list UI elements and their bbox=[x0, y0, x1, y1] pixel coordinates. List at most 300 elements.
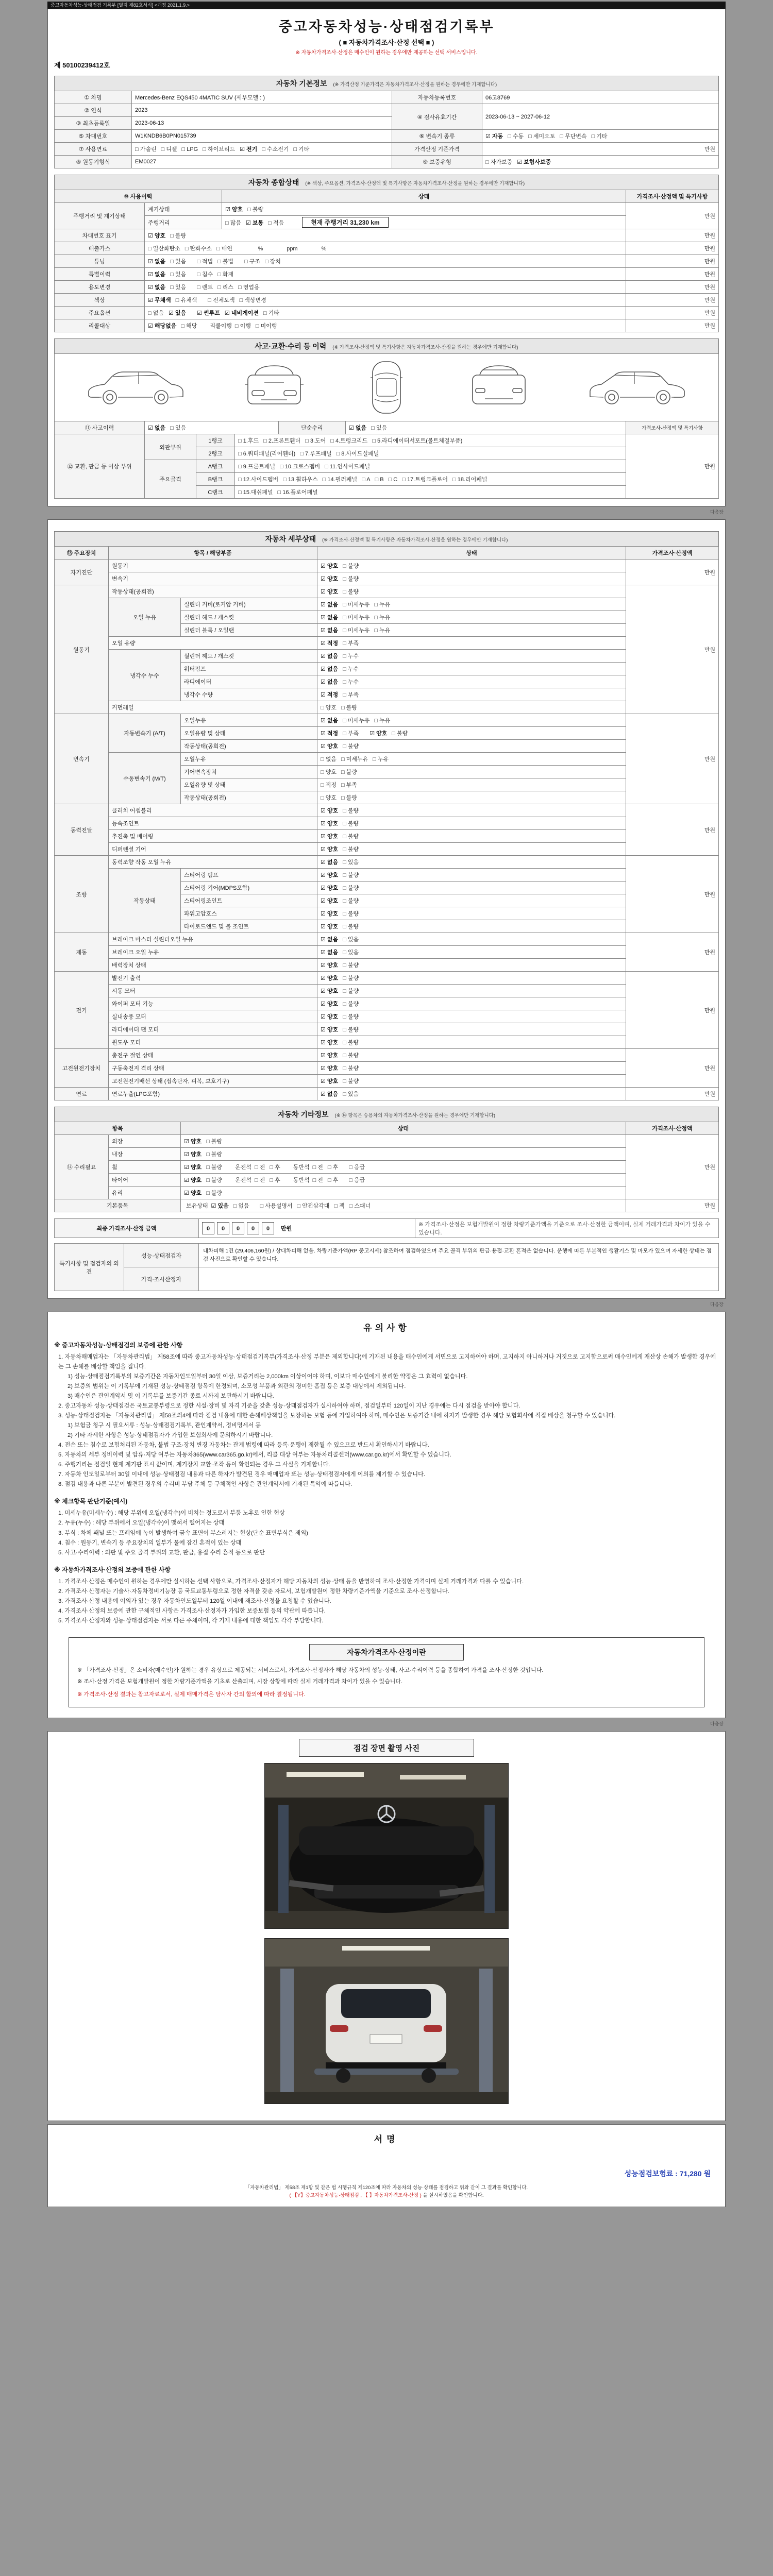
notice-line: 5. 가격조사·산정자와 성능·상태점검자는 서로 다른 주체이며, 각 기재 내용에 대한 책임도 각각 부담합니다. bbox=[58, 1617, 324, 1624]
checkbox-option[interactable]: □ 많음 bbox=[225, 220, 241, 226]
notice-line: 2) 보증의 범위는 이 기록부에 기재된 성능·상태점검 항목에 한정되며, 소모성 부품과 외관의 경미한 흠집 등은 보증 대상에서 제외됩니다. bbox=[68, 1383, 406, 1390]
notice-line: 1) 성능·상태점검기록부의 보증기간은 자동차인도일부터 30일 이상, 보증거리는 2,000km 이상이어야 하며, 이보다 매수인에게 불리한 약정은 그 효력이 없습니다. bbox=[68, 1374, 468, 1380]
checkbox-option[interactable]: ☑ 양호 bbox=[321, 1027, 339, 1033]
checkbox-option[interactable]: □ 불량 bbox=[343, 962, 359, 969]
checkbox-option[interactable]: ☑ 전기 bbox=[240, 146, 258, 152]
checkbox-option[interactable]: □ 무단변속 bbox=[560, 133, 587, 140]
checkbox-option[interactable]: □ 없음 bbox=[148, 310, 164, 316]
checkbox-option[interactable]: □ 전 bbox=[255, 1177, 265, 1183]
detail-state-cell bbox=[317, 688, 626, 701]
summary-row bbox=[55, 255, 719, 268]
checkbox-option[interactable]: □ 있음 bbox=[343, 937, 359, 943]
checkbox-option[interactable]: ☑ 적정 bbox=[321, 692, 339, 698]
checkbox-option[interactable]: □ 장치 bbox=[264, 259, 281, 265]
detail-state-cell bbox=[317, 675, 626, 688]
checkbox-option[interactable]: □ 불량 bbox=[343, 846, 359, 853]
checkbox-option[interactable]: □ 불량 bbox=[343, 743, 359, 750]
detail-item-label: 오일유량 및 상태 bbox=[181, 727, 317, 740]
checkbox-option[interactable]: ☑ 양호 bbox=[321, 1065, 339, 1072]
price-cell: 만원 bbox=[626, 268, 719, 281]
checkbox-option[interactable]: □ 색상변경 bbox=[239, 297, 266, 303]
usage-state-cell bbox=[145, 242, 626, 255]
checkbox-option[interactable]: □ 불량 bbox=[392, 731, 408, 737]
checkbox-option[interactable]: ☑ 양호 bbox=[321, 1040, 339, 1046]
checkbox-option[interactable]: □ 불량 bbox=[170, 233, 187, 239]
checkbox-option[interactable]: □ 불량 bbox=[343, 911, 359, 917]
checkbox-option[interactable]: □ 부족 bbox=[343, 640, 359, 647]
detail-state-cell bbox=[317, 585, 626, 598]
checkbox-option[interactable]: □ 있음 bbox=[343, 950, 359, 956]
checkbox-option[interactable]: □ 양호 bbox=[321, 795, 337, 801]
detail-item-label: 냉각수 수량 bbox=[181, 688, 317, 701]
checkbox-option[interactable]: ☑ 양호 bbox=[321, 834, 339, 840]
checkbox-option[interactable]: □ B bbox=[375, 477, 384, 483]
checkbox-option[interactable]: ☑ 없음 bbox=[321, 950, 339, 956]
checkbox-option[interactable]: □ 15.대쉬패널 bbox=[238, 489, 273, 496]
detail-row bbox=[55, 817, 719, 830]
detail-state-cell bbox=[317, 869, 626, 882]
checkbox-option[interactable]: □ 14.필러패널 bbox=[322, 477, 358, 483]
checkbox-option[interactable]: ☑ 없음 bbox=[321, 628, 339, 634]
checkbox-option[interactable]: □ 7.루프패널 bbox=[300, 451, 332, 457]
checkbox-option[interactable]: □ 8.사이드실패널 bbox=[336, 451, 379, 457]
checkbox-option[interactable]: □ 이행 bbox=[234, 323, 251, 329]
checkbox-option[interactable]: ☑ 썬루프 bbox=[197, 310, 220, 316]
detail-state-cell bbox=[317, 572, 626, 585]
checkbox-option[interactable]: ☑ 없음 bbox=[349, 425, 367, 431]
checkbox-option[interactable]: □ 스패너 bbox=[349, 1203, 371, 1209]
detail-item-label: 등속조인트 bbox=[109, 817, 317, 830]
checkbox-option[interactable]: ☑ 양호 bbox=[321, 962, 339, 969]
checkbox-option[interactable]: □ 불량 bbox=[247, 207, 264, 213]
checkbox-option[interactable]: □ 해당 bbox=[181, 323, 197, 329]
detail-item-label: 연료누출(LPG포함) bbox=[109, 1088, 317, 1100]
checkbox-option[interactable]: □ C bbox=[388, 477, 398, 483]
checkbox-option[interactable]: ☑ 없음 bbox=[321, 653, 339, 659]
checkbox-option[interactable]: □ 후 bbox=[327, 1164, 339, 1171]
section-other-title-text: 자동차 기타정보 bbox=[277, 1110, 329, 1118]
checkbox-option[interactable]: □ 영업용 bbox=[238, 284, 260, 291]
checkbox-option[interactable]: □ 자가보증 bbox=[485, 159, 513, 165]
final-price-unit: 만원 bbox=[281, 1226, 292, 1232]
checkbox-option[interactable]: □ 불량 bbox=[343, 1027, 359, 1033]
checkbox-option[interactable]: □ 후 bbox=[327, 1177, 339, 1183]
checkbox-option[interactable]: □ 잭 bbox=[334, 1203, 345, 1209]
detail-row bbox=[55, 1075, 719, 1088]
checkbox-option[interactable]: □ 불량 bbox=[343, 885, 359, 891]
detail-header-row bbox=[55, 547, 719, 560]
checkbox-option[interactable]: □ 구조 bbox=[244, 259, 260, 265]
definition-box-line: ※ 「가격조사·산정」은 소비자(매수인)가 원하는 경우 유상으로 제공되는 서비스로서, 가격조사·산정자가 해당 자동차의 성능·상태, 사고·수리이력 등을 종합하여 가격을 조사·산정한 것입니다. bbox=[77, 1667, 544, 1673]
checkbox-option[interactable]: ☑ 양호 bbox=[321, 885, 339, 891]
checkbox-option[interactable]: □ 리스 bbox=[217, 284, 234, 291]
device-group-label: 전기 bbox=[55, 972, 109, 1049]
signature-space bbox=[54, 2145, 719, 2168]
detail-row bbox=[55, 560, 719, 572]
checkbox-option[interactable]: □ 양호 bbox=[321, 769, 337, 775]
detail-state-cell bbox=[317, 1049, 626, 1062]
checkbox-option[interactable]: □ 양호 bbox=[321, 705, 337, 711]
model-value: Mercedes-Benz EQS450 4MATIC SUV (세부모델 : ) bbox=[132, 91, 392, 104]
checkbox-option[interactable]: □ 디젤 bbox=[161, 146, 177, 152]
checkbox-option[interactable]: □ 누수 bbox=[343, 679, 359, 685]
checkbox-option[interactable]: □ 있음 bbox=[343, 859, 359, 866]
device-subgroup-label: 자동변속기 (A/T) bbox=[109, 714, 181, 753]
checkbox-option[interactable]: ☑ 없음 bbox=[148, 284, 166, 291]
checkbox-option[interactable]: □ 부족 bbox=[341, 782, 357, 788]
checkbox-option[interactable]: □ 불량 bbox=[343, 1065, 359, 1072]
checkbox-option[interactable]: □ 일산화탄소 bbox=[148, 246, 180, 252]
page-subnote: ※ 자동차가격조사·산정은 매수인이 원하는 경우에만 제공하는 선택 서비스입니다. bbox=[295, 50, 478, 56]
detail-col-item: 항목 / 해당부품 bbox=[109, 547, 317, 560]
checkbox-option[interactable]: □ 불량 bbox=[343, 975, 359, 981]
base-price-value: 만원 bbox=[482, 143, 719, 156]
checkbox-option[interactable]: □ 가솔린 bbox=[135, 146, 157, 152]
device-subgroup-label: 작동상태 bbox=[109, 869, 181, 933]
detail-row bbox=[55, 585, 719, 598]
detail-state-cell bbox=[317, 791, 626, 804]
checkbox-option[interactable]: ☑ 양호 bbox=[184, 1139, 202, 1145]
section-basic-subtitle: (※ 가격산정 기준가격은 자동차가격조사·산정을 원하는 경우에만 기재합니다) bbox=[333, 82, 497, 88]
checkbox-option[interactable]: ☑ 없음 bbox=[148, 425, 166, 431]
price-survey-definition-red-note: ※ 가격조사·산정 결과는 참고자료로서, 실제 매매가격은 당사자 간의 합의에 따라 결정됩니다. bbox=[77, 1691, 306, 1698]
checkbox-option[interactable]: □ 미세누유 bbox=[343, 628, 370, 634]
checkbox-option[interactable]: □ 불량 bbox=[206, 1139, 223, 1145]
checkbox-option[interactable]: □ 있음 bbox=[170, 284, 187, 291]
basic-items-row bbox=[55, 1199, 719, 1212]
accident-history-table bbox=[54, 421, 719, 434]
detail-state-cell bbox=[317, 740, 626, 753]
checkbox-option[interactable]: ☑ 있음 bbox=[168, 310, 187, 316]
photo-rear-scene bbox=[265, 1939, 508, 2104]
next-page-mark-1: 다음장 bbox=[710, 510, 724, 515]
checkbox-option[interactable]: ☑ 양호 bbox=[321, 1053, 339, 1059]
detail-item-label: 스티어링 기어(MDPS포함) bbox=[181, 882, 317, 894]
checkbox-option[interactable]: ☑ 없음 bbox=[321, 679, 339, 685]
checkbox-option[interactable]: □ 10.크로스멤버 bbox=[280, 464, 321, 470]
checkbox-option[interactable]: ☑ 양호 bbox=[148, 233, 166, 239]
checkbox-option[interactable]: □ 유채색 bbox=[175, 297, 197, 303]
checkbox-option[interactable]: □ 하이브리드 bbox=[203, 146, 236, 152]
checkbox-option[interactable]: ☑ 양호 bbox=[321, 589, 339, 595]
checkbox-option[interactable]: □ 탄화수소 bbox=[184, 246, 212, 252]
warranty-type-label: ⑨ 보증유형 bbox=[392, 156, 482, 168]
plate-label: 자동차등록번호 bbox=[392, 91, 482, 104]
checkbox-option[interactable]: □ 6.쿼터패널(리어휀더) bbox=[238, 451, 296, 457]
checkbox-option[interactable]: ☑ 네비게이션 bbox=[224, 310, 259, 316]
photo-section-title: 점검 장면 촬영 사진 bbox=[299, 1739, 474, 1757]
checkbox-option[interactable]: □ 불량 bbox=[343, 1040, 359, 1046]
checkbox-option[interactable]: ☑ 양호 bbox=[321, 846, 339, 853]
checkbox-option[interactable]: □ 없음 bbox=[321, 756, 337, 762]
car-side-left-diagram bbox=[82, 362, 190, 413]
checkbox-option[interactable]: □ 있음 bbox=[371, 425, 388, 431]
checkbox-option[interactable]: ☑ 없음 bbox=[148, 259, 166, 265]
checkbox-option[interactable]: ☑ 양호 bbox=[321, 808, 339, 814]
checkbox-option[interactable]: □ 불량 bbox=[343, 988, 359, 994]
summary-row bbox=[55, 268, 719, 281]
checkbox-option[interactable]: ☑ 양호 bbox=[184, 1151, 202, 1158]
checkbox-option[interactable]: □ 불량 bbox=[341, 795, 357, 801]
section-detail-title-text: 자동차 세부상태 bbox=[265, 535, 316, 543]
checkbox-option[interactable]: □ 세미오토 bbox=[528, 133, 556, 140]
checkbox-option[interactable]: ☑ 양호 bbox=[321, 911, 339, 917]
price-cell: 만원 bbox=[626, 1135, 719, 1199]
checkbox-option[interactable]: □ 불량 bbox=[206, 1164, 223, 1171]
checkbox-option[interactable]: ☑ 없음 bbox=[321, 937, 339, 943]
checkbox-option[interactable]: ☑ 양호 bbox=[321, 898, 339, 904]
detail-row bbox=[55, 637, 719, 650]
detail-state-cell bbox=[317, 753, 626, 766]
basic-row-year bbox=[55, 104, 719, 117]
checkbox-option[interactable]: □ 16.플로어패널 bbox=[277, 489, 318, 496]
detail-row bbox=[55, 946, 719, 959]
detail-row bbox=[55, 843, 719, 856]
panel-signature bbox=[47, 2124, 726, 2207]
checkbox-option[interactable]: ☑ 무채색 bbox=[148, 297, 171, 303]
checkbox-option[interactable]: ☑ 양호 bbox=[369, 731, 388, 737]
checkbox-option[interactable]: □ 17.트렁크플로어 bbox=[402, 477, 448, 483]
detail-state-cell bbox=[317, 611, 626, 624]
detail-state-cell bbox=[317, 985, 626, 997]
checkbox-option[interactable]: □ 불량 bbox=[341, 769, 357, 775]
checkbox-option[interactable]: □ 안전삼각대 bbox=[297, 1203, 330, 1209]
detail-state-cell bbox=[317, 843, 626, 856]
detail-item-label: 변속기 bbox=[109, 572, 317, 585]
checkbox-option[interactable]: □ 전체도색 bbox=[208, 297, 235, 303]
price-cell: 만원 bbox=[626, 434, 719, 499]
checkbox-option[interactable]: □ 기타 bbox=[263, 310, 279, 316]
checkbox-option[interactable]: ☑ 양호 bbox=[321, 576, 339, 582]
checkbox-option[interactable]: □ 불법 bbox=[217, 259, 234, 265]
checkbox-option[interactable]: ☑ 있음 bbox=[211, 1203, 229, 1209]
detail-item-label: 실린더 헤드 / 개스킷 bbox=[181, 650, 317, 663]
checkbox-option[interactable]: □ 적법 bbox=[197, 259, 213, 265]
checkbox-option[interactable]: □ 부족 bbox=[343, 692, 359, 698]
checkbox-option[interactable]: ☑ 양호 bbox=[321, 743, 339, 750]
checkbox-option[interactable]: □ 11.인사이드패널 bbox=[325, 464, 371, 470]
checkbox-option[interactable]: □ 불량 bbox=[343, 821, 359, 827]
checkbox-option[interactable]: □ A bbox=[362, 477, 371, 483]
detail-row bbox=[55, 1036, 719, 1049]
checkbox-option[interactable]: □ 침수 bbox=[197, 272, 213, 278]
checkbox-option[interactable]: □ 3.도어 bbox=[305, 438, 326, 444]
checkbox-option[interactable]: □ 5.라디에이터서포트(볼트체결부품) bbox=[372, 438, 463, 444]
checkbox-option[interactable]: □ 누유 bbox=[373, 756, 389, 762]
checkbox-option[interactable]: □ 누유 bbox=[374, 602, 391, 608]
checkbox-option[interactable]: ☑ 양호 bbox=[321, 988, 339, 994]
checkbox-option[interactable]: □ 미세누유 bbox=[341, 756, 368, 762]
checkbox-option[interactable]: □ 렌트 bbox=[197, 284, 213, 291]
price-cell: 만원 bbox=[626, 714, 719, 804]
checkbox-option[interactable]: ☑ 양호 bbox=[321, 1014, 339, 1020]
checkbox-option[interactable]: ☑ 없음 bbox=[321, 859, 339, 866]
price-digit-box: 0 bbox=[262, 1222, 274, 1234]
checkbox-option[interactable]: □ 미이행 bbox=[255, 323, 277, 329]
detail-row bbox=[55, 1010, 719, 1023]
checkbox-option[interactable]: □ 12.사이드멤버 bbox=[238, 477, 279, 483]
checkbox-option[interactable]: □ 전 bbox=[312, 1177, 323, 1183]
checkbox-option[interactable]: ☑ 양호 bbox=[321, 872, 339, 878]
checkbox-option[interactable]: □ 불량 bbox=[343, 1014, 359, 1020]
checkbox-option[interactable]: ☑ 양호 bbox=[321, 1078, 339, 1084]
base-price-label: 가격산정 기준가격 bbox=[392, 143, 482, 156]
checkbox-option[interactable]: □ 기타 bbox=[293, 146, 310, 152]
checkbox-option[interactable]: □ 불량 bbox=[206, 1151, 223, 1158]
checkbox-option[interactable]: □ 불량 bbox=[343, 1053, 359, 1059]
year-value: 2023 bbox=[132, 104, 392, 117]
checkbox-option[interactable]: □ 부족 bbox=[343, 731, 359, 737]
price-digit-box: 0 bbox=[202, 1222, 214, 1234]
checkbox-option[interactable]: □ 있음 bbox=[170, 425, 187, 431]
checkbox-option[interactable]: □ 없음 bbox=[233, 1203, 249, 1209]
checkbox-option[interactable]: ☑ 없음 bbox=[321, 615, 339, 621]
checkbox-option[interactable]: □ 있음 bbox=[343, 1091, 359, 1097]
checkbox-option[interactable]: ☑ 없음 bbox=[148, 272, 166, 278]
detail-state-cell bbox=[317, 778, 626, 791]
other-info-table bbox=[54, 1122, 719, 1212]
price-cell: 만원 bbox=[626, 255, 719, 268]
section-summary-title-text: 자동차 종합상태 bbox=[248, 178, 299, 187]
checkbox-option[interactable]: ☑ 없음 bbox=[321, 602, 339, 608]
inspection-photo-underbody bbox=[264, 1763, 509, 1929]
accident-history-row bbox=[55, 421, 719, 434]
checkbox-option[interactable]: □ 화재 bbox=[217, 272, 234, 278]
detail-state-cell bbox=[317, 766, 626, 778]
other-item-label: 외장 bbox=[109, 1135, 181, 1148]
checkbox-option[interactable]: □ 2.프론트휀더 bbox=[263, 438, 301, 444]
checkbox-option[interactable]: □ 수소전기 bbox=[262, 146, 289, 152]
checkbox-option[interactable]: □ 누유 bbox=[374, 615, 391, 621]
checkbox-option[interactable]: □ 누유 bbox=[374, 628, 391, 634]
checkbox-option[interactable]: ☑ 양호 bbox=[321, 563, 339, 569]
checkbox-option[interactable]: □ 불량 bbox=[343, 898, 359, 904]
checkbox-option[interactable]: □ 미세누유 bbox=[343, 602, 370, 608]
checkbox-option[interactable]: ☑ 양호 bbox=[321, 924, 339, 930]
checkbox-option[interactable]: □ 불량 bbox=[206, 1190, 223, 1196]
checkbox-option[interactable]: ☑ 자동 bbox=[485, 133, 503, 140]
summary-row bbox=[55, 294, 719, 307]
notice-line: 1) 보험금 청구 시 필요서류 : 성능·상태점검기록부, 관인계약서, 정비명세서 등 bbox=[68, 1422, 261, 1429]
checkbox-option[interactable]: □ 불량 bbox=[343, 924, 359, 930]
detail-state-cell bbox=[317, 1010, 626, 1023]
checkbox-option[interactable]: □ 적음 bbox=[268, 220, 284, 226]
checkbox-option[interactable]: □ 불량 bbox=[341, 705, 357, 711]
section-summary-subtitle: (※ 색상, 주요옵션, 가격조사·산정액 및 특기사항은 자동차가격조사·산정을 원하는 경우에만 기재합니다) bbox=[305, 181, 525, 187]
checkbox-option[interactable]: ☑ 적정 bbox=[321, 640, 339, 647]
checkbox-option[interactable]: ☑ 양호 bbox=[321, 975, 339, 981]
checkbox-option[interactable]: □ 불량 bbox=[343, 589, 359, 595]
checkbox-option[interactable]: □ 누수 bbox=[343, 653, 359, 659]
checkbox-option[interactable]: □ 매연 bbox=[216, 246, 233, 252]
checkbox-option[interactable]: ☑ 보험사보증 bbox=[517, 159, 551, 165]
checkbox-option[interactable]: □ 불량 bbox=[343, 563, 359, 569]
checkbox-option[interactable]: ☑ 양호 bbox=[225, 207, 243, 213]
device-subgroup-label: 오일 누유 bbox=[109, 598, 181, 637]
current-mileage-box: 현재 주행거리 31,230 km bbox=[302, 217, 389, 228]
other-state-cell bbox=[181, 1135, 626, 1148]
fee-value: 71,280 원 bbox=[679, 2169, 711, 2178]
usage-item-label: 리콜대상 bbox=[55, 319, 145, 332]
checkbox-option[interactable]: ☑ 적정 bbox=[321, 731, 339, 737]
checkbox-option[interactable]: □ 불량 bbox=[343, 834, 359, 840]
checkbox-option[interactable]: □ 불량 bbox=[343, 1001, 359, 1007]
checkbox-option[interactable]: □ 미세누유 bbox=[343, 718, 370, 724]
checkbox-option[interactable]: ☑ 없음 bbox=[321, 718, 339, 724]
checkbox-option[interactable]: □ 불량 bbox=[343, 808, 359, 814]
checkbox-option[interactable]: ☑ 양호 bbox=[184, 1177, 202, 1183]
usage-state-cell bbox=[145, 307, 626, 319]
checkbox-option[interactable]: □ 수동 bbox=[508, 133, 524, 140]
checkbox-option[interactable]: ☑ 보통 bbox=[245, 220, 264, 226]
first-registration-value: 2023-06-13 bbox=[132, 117, 392, 130]
detail-state-cell bbox=[317, 1088, 626, 1100]
usage-subitem-label: 계기상태 bbox=[145, 203, 222, 216]
checkbox-option[interactable]: □ 불량 bbox=[343, 1078, 359, 1084]
model-label: ① 차명 bbox=[55, 91, 132, 104]
checkbox-option[interactable]: □ 사용설명서 bbox=[260, 1203, 293, 1209]
checkbox-option[interactable]: □ 후 bbox=[270, 1164, 280, 1171]
checkbox-option[interactable]: □ 18.리어패널 bbox=[452, 477, 488, 483]
checkbox-option[interactable]: ☑ 양호 bbox=[184, 1190, 202, 1196]
checkbox-option[interactable]: ☑ 없음 bbox=[321, 666, 339, 672]
year-label: ② 연식 bbox=[55, 104, 132, 117]
summary-row bbox=[55, 307, 719, 319]
detail-item-label: 스티어링 펌프 bbox=[181, 869, 317, 882]
detail-col-price: 가격조사·산정액 bbox=[626, 547, 719, 560]
usage-item-label: 색상 bbox=[55, 294, 145, 307]
checkbox-option[interactable]: □ 불량 bbox=[206, 1177, 223, 1183]
checkbox-option[interactable]: □ 있음 bbox=[170, 259, 187, 265]
price-cell: 만원 bbox=[626, 933, 719, 972]
detail-item-label: 작동상태(공회전) bbox=[181, 791, 317, 804]
price-cell: 만원 bbox=[626, 229, 719, 242]
car-side-right-diagram bbox=[583, 362, 691, 413]
checkbox-option[interactable]: □ 미세누유 bbox=[343, 615, 370, 621]
price-digit-box: 0 bbox=[232, 1222, 244, 1234]
checkbox-option[interactable]: ☑ 양호 bbox=[321, 1001, 339, 1007]
warranty-type-options bbox=[482, 156, 719, 168]
panel-items-cell bbox=[235, 434, 626, 447]
checkbox-option[interactable]: □ 적정 bbox=[321, 782, 337, 788]
checkbox-option[interactable]: ☑ 없음 bbox=[321, 1091, 339, 1097]
vin-label: ⑤ 차대번호 bbox=[55, 130, 132, 143]
checkbox-option[interactable]: □ 13.휠하우스 bbox=[283, 477, 318, 483]
checkbox-option[interactable]: □ 9.프론트패널 bbox=[238, 464, 276, 470]
checkbox-option[interactable]: □ 전 bbox=[312, 1164, 323, 1171]
checkbox-option[interactable]: □ 기타 bbox=[591, 133, 608, 140]
checkbox-option[interactable]: □ 전 bbox=[255, 1164, 265, 1171]
checkbox-option[interactable]: □ 응급 bbox=[349, 1164, 365, 1171]
checkbox-option[interactable]: □ LPG bbox=[181, 146, 198, 152]
checkbox-option[interactable]: ☑ 해당없음 bbox=[148, 323, 177, 329]
checkbox-option[interactable]: □ 4.트렁크리드 bbox=[330, 438, 368, 444]
notice-block-head: ※ 자동차가격조사·산정의 보증에 관한 사항 bbox=[54, 1566, 171, 1573]
checkbox-option[interactable]: □ 불량 bbox=[343, 576, 359, 582]
section-detail-title bbox=[54, 531, 719, 546]
checkbox-option[interactable]: □ 누수 bbox=[343, 666, 359, 672]
opinion-text: 내차피해 1건 (29,406,160원) / 상대차피해 없음. 차량기준가액(RP 중고시세) 참조하여 점검하였으며 주요 골격 부위의 판금·용접·교환 흔적은 없습니다. 운행에 따른 부분적인 생활기스 및 마모가 있으며 자세한 상태는 점검 사진으로 확인할 수 있습니다. bbox=[199, 1244, 719, 1267]
checkbox-option[interactable]: ☑ 양호 bbox=[184, 1164, 202, 1171]
checkbox-option[interactable]: □ 1.후드 bbox=[238, 438, 259, 444]
section-other-subtitle: (※ ⑭ 항목은 승용차의 자동차가격조사·산정을 원하는 경우에만 기재합니다) bbox=[334, 1113, 495, 1118]
checkbox-option[interactable]: □ 후 bbox=[270, 1177, 280, 1183]
checkbox-option[interactable]: ☑ 양호 bbox=[321, 821, 339, 827]
checkbox-option[interactable]: □ 응급 bbox=[349, 1177, 365, 1183]
checkbox-option[interactable]: □ 불량 bbox=[343, 872, 359, 878]
checkbox-option[interactable]: □ 있음 bbox=[170, 272, 187, 278]
checkbox-option[interactable]: □ 누유 bbox=[374, 718, 391, 724]
